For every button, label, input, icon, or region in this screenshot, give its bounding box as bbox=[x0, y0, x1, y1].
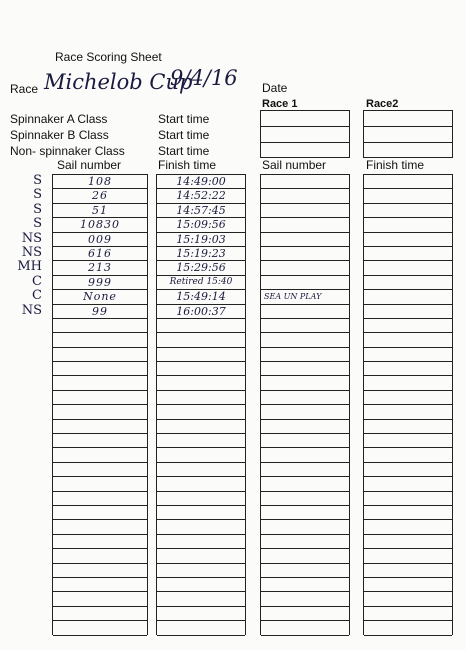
race1-start-ns bbox=[261, 143, 349, 159]
finish-time-cell bbox=[157, 578, 245, 592]
sail-number-cell bbox=[53, 434, 147, 448]
sail-number-column bbox=[52, 174, 148, 635]
sail-number-2-cell bbox=[261, 463, 349, 477]
sail-number-2-cell bbox=[261, 276, 349, 290]
sail-number-cell bbox=[53, 564, 147, 578]
sail-number-header-2: Sail number bbox=[262, 158, 327, 172]
sail-number-2-cell bbox=[261, 175, 349, 189]
sail-number-cell: 51 bbox=[53, 204, 147, 218]
sail-number-cell bbox=[53, 492, 147, 506]
finish-time-header-2: Finish time bbox=[366, 158, 425, 172]
finish-time-2-cell bbox=[364, 434, 452, 448]
finish-time-2-cell bbox=[364, 607, 452, 621]
sail-number-2-cell bbox=[261, 405, 349, 419]
sail-number-2-cell bbox=[261, 218, 349, 232]
finish-time-2-cell bbox=[364, 247, 452, 261]
race1-start-times bbox=[260, 110, 350, 158]
class-mark: C bbox=[32, 273, 42, 289]
finish-time-cell bbox=[157, 520, 245, 534]
sail-number-2-cell bbox=[261, 592, 349, 606]
finish-time-cell: 15:19:03 bbox=[157, 233, 245, 247]
finish-time-2-cell bbox=[364, 578, 452, 592]
sail-number-cell: 99 bbox=[53, 305, 147, 319]
sail-number-2-cell bbox=[261, 477, 349, 491]
sail-number-2-cell bbox=[261, 448, 349, 462]
finish-time-2-cell bbox=[364, 506, 452, 520]
class-mark: S bbox=[33, 187, 42, 203]
finish-time-2-cell bbox=[364, 376, 452, 390]
sail-number-2-cell bbox=[261, 362, 349, 376]
start-time-label-b: Start time bbox=[158, 128, 210, 142]
race1-start-b bbox=[261, 127, 349, 143]
sail-number-2-cell bbox=[261, 391, 349, 405]
finish-time-2-cell bbox=[364, 362, 452, 376]
finish-time-cell bbox=[157, 492, 245, 506]
finish-time-cell: 15:49:14 bbox=[157, 290, 245, 304]
finish-time-cell bbox=[157, 434, 245, 448]
sail-number-cell: 26 bbox=[53, 189, 147, 203]
sail-number-2-cell bbox=[261, 376, 349, 390]
race2-start-a bbox=[364, 111, 452, 127]
race2-start-ns bbox=[364, 143, 452, 159]
race2-start-b bbox=[364, 127, 452, 143]
finish-time-cell bbox=[157, 420, 245, 434]
class-mark: C bbox=[32, 288, 42, 304]
finish-time-2-cell bbox=[364, 535, 452, 549]
finish-time-2-cell bbox=[364, 348, 452, 362]
finish-time-cell: 15:19:23 bbox=[157, 247, 245, 261]
finish-time-cell bbox=[157, 376, 245, 390]
finish-time-cell bbox=[157, 564, 245, 578]
sail-number-2-cell bbox=[261, 247, 349, 261]
finish-time-cell bbox=[157, 405, 245, 419]
finish-time-2-cell bbox=[364, 261, 452, 275]
sail-number-cell bbox=[53, 535, 147, 549]
finish-time-2-cell bbox=[364, 463, 452, 477]
finish-time-cell: Retired 15:40 bbox=[157, 276, 245, 290]
sail-number-2-cell bbox=[261, 333, 349, 347]
class-mark: MH bbox=[17, 259, 42, 275]
finish-time-cell: 15:29:56 bbox=[157, 261, 245, 275]
sail-number-cell bbox=[53, 463, 147, 477]
sail-number-2-cell bbox=[261, 578, 349, 592]
finish-time-cell bbox=[157, 592, 245, 606]
finish-time-2-cell bbox=[364, 276, 452, 290]
class-mark: S bbox=[33, 201, 42, 217]
sail-number-2-cell bbox=[261, 261, 349, 275]
sail-number-cell bbox=[53, 621, 147, 635]
sail-number-cell bbox=[53, 448, 147, 462]
finish-time-cell bbox=[157, 477, 245, 491]
finish-time-cell bbox=[157, 348, 245, 362]
sail-number-cell bbox=[53, 477, 147, 491]
finish-time-cell bbox=[157, 506, 245, 520]
sail-number-cell bbox=[53, 607, 147, 621]
sail-number-cell bbox=[53, 405, 147, 419]
race1-label: Race 1 bbox=[262, 98, 298, 110]
class-mark: NS bbox=[21, 230, 42, 246]
finish-time-2-cell bbox=[364, 477, 452, 491]
sail-number-cell bbox=[53, 506, 147, 520]
finish-time-2-cell bbox=[364, 564, 452, 578]
sail-number-2-cell: SEA UN PLAY bbox=[261, 290, 349, 304]
finish-time-2-cell bbox=[364, 218, 452, 232]
sail-number-2-cell bbox=[261, 305, 349, 319]
sheet-title: Race Scoring Sheet bbox=[55, 50, 162, 64]
finish-time-2-cell bbox=[364, 492, 452, 506]
finish-time-cell: 14:57:45 bbox=[157, 204, 245, 218]
finish-time-2-cell bbox=[364, 189, 452, 203]
sail-number-column-2 bbox=[260, 174, 350, 635]
finish-time-cell bbox=[157, 391, 245, 405]
class-mark: NS bbox=[21, 302, 42, 318]
sail-number-2-cell bbox=[261, 434, 349, 448]
finish-time-cell bbox=[157, 319, 245, 333]
sail-number-cell bbox=[53, 391, 147, 405]
sail-number-2-cell bbox=[261, 319, 349, 333]
class-mark: S bbox=[33, 173, 42, 188]
race-date: 9/4/16 bbox=[170, 66, 238, 90]
finish-time-2-cell bbox=[364, 333, 452, 347]
sail-number-cell: 999 bbox=[53, 276, 147, 290]
finish-time-cell: 14:49:00 bbox=[157, 175, 245, 189]
finish-time-2-cell bbox=[364, 391, 452, 405]
class-mark: NS bbox=[21, 245, 42, 260]
finish-time-cell bbox=[157, 607, 245, 621]
finish-time-cell bbox=[157, 362, 245, 376]
start-time-label-a: Start time bbox=[158, 112, 210, 126]
finish-time-2-cell bbox=[364, 305, 452, 319]
sail-number-cell: 213 bbox=[53, 261, 147, 275]
sail-number-2-cell bbox=[261, 520, 349, 534]
finish-time-2-cell bbox=[364, 175, 452, 189]
sail-number-cell bbox=[53, 549, 147, 563]
race2-start-times bbox=[363, 110, 453, 158]
finish-time-column bbox=[156, 174, 246, 635]
sail-number-cell bbox=[53, 348, 147, 362]
sail-number-header: Sail number bbox=[57, 158, 122, 172]
sail-number-2-cell bbox=[261, 492, 349, 506]
sail-number-cell bbox=[53, 420, 147, 434]
sail-number-cell: 10830 bbox=[53, 218, 147, 232]
finish-time-cell: 14:52:22 bbox=[157, 189, 245, 203]
finish-time-cell bbox=[157, 463, 245, 477]
finish-time-cell: 16:00:37 bbox=[157, 305, 245, 319]
finish-time-cell bbox=[157, 448, 245, 462]
finish-time-cell: 15:09:56 bbox=[157, 218, 245, 232]
finish-time-header: Finish time bbox=[158, 158, 217, 172]
sail-number-cell bbox=[53, 376, 147, 390]
sail-number-cell bbox=[53, 520, 147, 534]
finish-time-cell bbox=[157, 535, 245, 549]
sail-number-2-cell bbox=[261, 564, 349, 578]
finish-time-2-cell bbox=[364, 290, 452, 304]
class-b-label: Spinnaker B Class bbox=[10, 128, 109, 142]
race-label: Race bbox=[10, 82, 39, 96]
sail-number-2-cell bbox=[261, 189, 349, 203]
finish-time-2-cell bbox=[364, 621, 452, 635]
sail-number-2-cell bbox=[261, 204, 349, 218]
sail-number-2-cell bbox=[261, 621, 349, 635]
finish-time-2-cell bbox=[364, 420, 452, 434]
start-time-label-ns: Start time bbox=[158, 144, 210, 158]
finish-time-cell bbox=[157, 621, 245, 635]
finish-time-2-cell bbox=[364, 405, 452, 419]
finish-time-2-cell bbox=[364, 204, 452, 218]
finish-time-2-cell bbox=[364, 233, 452, 247]
sail-number-2-cell bbox=[261, 233, 349, 247]
sail-number-cell bbox=[53, 333, 147, 347]
finish-time-cell bbox=[157, 549, 245, 563]
sail-number-cell bbox=[53, 319, 147, 333]
sail-number-cell: 108 bbox=[53, 175, 147, 189]
race1-start-a bbox=[261, 111, 349, 127]
finish-time-cell bbox=[157, 333, 245, 347]
race2-label: Race2 bbox=[366, 98, 399, 110]
date-label: Date bbox=[262, 81, 288, 95]
sail-number-cell bbox=[53, 592, 147, 606]
sail-number-2-cell bbox=[261, 506, 349, 520]
sail-number-2-cell bbox=[261, 607, 349, 621]
finish-time-column-2 bbox=[363, 174, 453, 635]
sail-number-cell: None bbox=[53, 290, 147, 304]
finish-time-2-cell bbox=[364, 549, 452, 563]
class-ns-label: Non- spinnaker Class bbox=[10, 144, 125, 158]
class-mark: S bbox=[33, 216, 42, 232]
sail-number-2-cell bbox=[261, 348, 349, 362]
finish-time-2-cell bbox=[364, 319, 452, 333]
finish-time-2-cell bbox=[364, 520, 452, 534]
sail-number-cell bbox=[53, 578, 147, 592]
finish-time-2-cell bbox=[364, 448, 452, 462]
finish-time-2-cell bbox=[364, 592, 452, 606]
sail-number-2-cell bbox=[261, 549, 349, 563]
race-name: Michelob Cup bbox=[44, 70, 193, 94]
class-a-label: Spinnaker A Class bbox=[10, 112, 108, 126]
sail-number-2-cell bbox=[261, 535, 349, 549]
sail-number-cell: 009 bbox=[53, 233, 147, 247]
sail-number-cell bbox=[53, 362, 147, 376]
sail-number-2-cell bbox=[261, 420, 349, 434]
sail-number-cell: 616 bbox=[53, 247, 147, 261]
